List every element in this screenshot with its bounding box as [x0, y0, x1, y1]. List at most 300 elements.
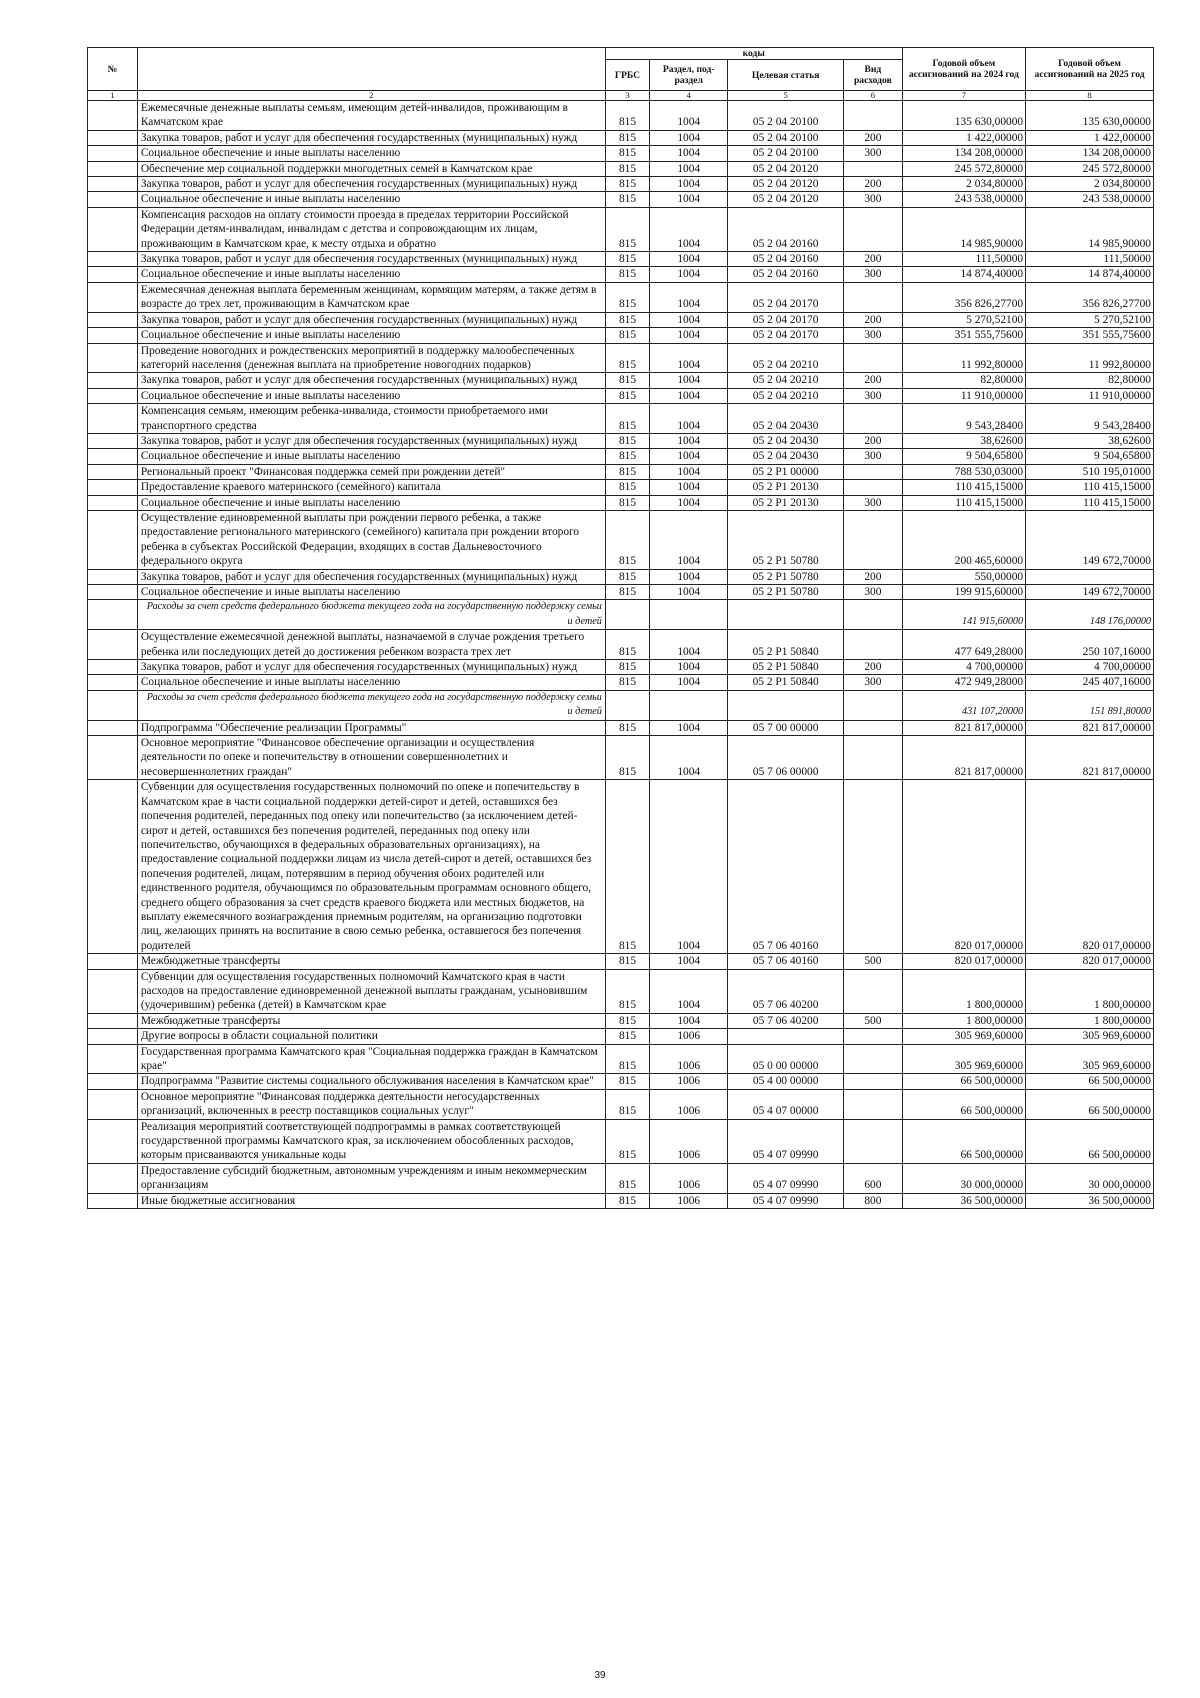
- amount-2025-cell: 820 017,00000: [1026, 954, 1154, 969]
- amount-2024-cell: 821 817,00000: [902, 736, 1025, 780]
- target-article-cell: 05 2 P1 50780: [728, 510, 844, 569]
- row-name-cell: Реализация мероприятий соответствующей подпрограммы в рамках соответствующей государственной программы Камчатского края, за исключением обособленных расходов, которым присваиваются уникальные коды: [137, 1119, 605, 1163]
- grbs-cell: 815: [605, 192, 649, 207]
- grbs-cell: 815: [605, 720, 649, 735]
- amount-2024-cell: 305 969,60000: [902, 1044, 1025, 1074]
- row-number-cell: [88, 720, 138, 735]
- row-number-cell: [88, 388, 138, 403]
- expense-type-cell: 300: [844, 328, 903, 343]
- amount-2024-cell: 36 500,00000: [902, 1193, 1025, 1208]
- table-row: [88, 207, 1154, 251]
- table-row: [88, 282, 1154, 312]
- amount-2024-cell: 141 915,60000: [902, 600, 1025, 630]
- expense-type-cell: 200: [844, 130, 903, 145]
- amount-2024-cell: 1 800,00000: [902, 1013, 1025, 1028]
- table-row: [88, 1089, 1154, 1119]
- amount-2025-cell: 305 969,60000: [1026, 1029, 1154, 1044]
- amount-2025-cell: 351 555,75600: [1026, 328, 1154, 343]
- grbs-cell: 815: [605, 449, 649, 464]
- row-number-cell: [88, 600, 138, 630]
- grbs-cell: 815: [605, 1193, 649, 1208]
- table-row: [88, 1013, 1154, 1028]
- row-number-cell: [88, 161, 138, 176]
- table-row: [88, 161, 1154, 176]
- razdel-cell: 1004: [650, 660, 728, 675]
- razdel-cell: 1006: [650, 1029, 728, 1044]
- row-name-cell: Социальное обеспечение и иные выплаты населению: [137, 146, 605, 161]
- row-name-cell: Обеспечение мер социальной поддержки многодетных семей в Камчатском крае: [137, 161, 605, 176]
- grbs-cell: 815: [605, 780, 649, 954]
- grbs-cell: 815: [605, 252, 649, 267]
- column-number: 5: [728, 91, 844, 101]
- amount-2025-cell: 14 874,40000: [1026, 267, 1154, 282]
- page-number: 39: [594, 1670, 606, 1681]
- row-name-cell: Социальное обеспечение и иные выплаты населению: [137, 495, 605, 510]
- razdel-cell: 1004: [650, 510, 728, 569]
- row-name-cell: Закупка товаров, работ и услуг для обеспечения государственных (муниципальных) нужд: [137, 660, 605, 675]
- row-number-cell: [88, 207, 138, 251]
- row-name-cell: Проведение новогодних и рождественских мероприятий в поддержку малообеспеченных категорий населения (денежная выплата на приобретение новогодних подарков): [137, 343, 605, 373]
- amount-2024-cell: 820 017,00000: [902, 780, 1025, 954]
- expense-type-cell: 300: [844, 146, 903, 161]
- razdel-cell: 1004: [650, 161, 728, 176]
- row-number-cell: [88, 1044, 138, 1074]
- row-name-cell: Расходы за счет средств федерального бюджета текущего года на государственную поддержку семьи и детей: [137, 690, 605, 720]
- amount-2024-cell: 472 949,28000: [902, 675, 1025, 690]
- row-name-cell: Ежемесячная денежная выплата беременным женщинам, кормящим матерям, а также детям в возрасте до трех лет, проживающим в Камчатском крае: [137, 282, 605, 312]
- expense-type-cell: 300: [844, 449, 903, 464]
- row-number-cell: [88, 1074, 138, 1089]
- target-article-cell: [728, 600, 844, 630]
- amount-2024-cell: 111,50000: [902, 252, 1025, 267]
- header-target-article: Целевая статья: [728, 60, 844, 91]
- table-row: [88, 252, 1154, 267]
- row-number-cell: [88, 433, 138, 448]
- table-row: [88, 130, 1154, 145]
- razdel-cell: 1004: [650, 177, 728, 192]
- header-year-2025: Годовой объем ассигнований на 2025 год: [1026, 48, 1154, 91]
- expense-type-cell: [844, 1089, 903, 1119]
- razdel-cell: 1004: [650, 404, 728, 434]
- razdel-cell: 1004: [650, 192, 728, 207]
- table-row: [88, 433, 1154, 448]
- row-name-cell: Субвенции для осуществления государственных полномочий по опеке и попечительству в Камчатском крае в части социальной поддержки детей-сирот и детей, оставшихся без попечения родителей, переданных под опеку или попечительство (за исключением детей-сирот и детей, оставшихся без попечения родителей, переданных под опеку или попечительство, обучающихся в федеральных образовательных организациях), на предоставление социальной поддержки лицам из числа детей-сирот и детей, оставшихся без попечения родителей, лицам, потерявшим в период обучения обоих родителей или единственного родителя, обучающимся по образовательным программам основного общего, среднего общего образования за счет средств краевого бюджета или местных бюджетов, на выплату ежемесячного вознаграждения приемным родителям, на организацию подготовки лиц, желающих принять на воспитание в свою семью ребенка, оставшегося без попечения родителей: [137, 780, 605, 954]
- table-row: [88, 1193, 1154, 1208]
- razdel-cell: 1006: [650, 1074, 728, 1089]
- row-name-cell: Подпрограмма "Обеспечение реализации Программы": [137, 720, 605, 735]
- grbs-cell: 815: [605, 207, 649, 251]
- razdel-cell: 1004: [650, 720, 728, 735]
- razdel-cell: 1004: [650, 969, 728, 1013]
- table-row: [88, 954, 1154, 969]
- expense-type-cell: 300: [844, 192, 903, 207]
- row-name-cell: Закупка товаров, работ и услуг для обеспечения государственных (муниципальных) нужд: [137, 569, 605, 584]
- row-name-cell: Предоставление краевого материнского (семейного) капитала: [137, 480, 605, 495]
- amount-2025-cell: 1 422,00000: [1026, 130, 1154, 145]
- grbs-cell: 815: [605, 101, 649, 131]
- table-row: [88, 569, 1154, 584]
- row-number-cell: [88, 101, 138, 131]
- table-row: [88, 690, 1154, 720]
- budget-table: [87, 47, 1154, 1209]
- expense-type-cell: [844, 1074, 903, 1089]
- column-number: 6: [844, 91, 903, 101]
- target-article-cell: 05 2 04 20430: [728, 449, 844, 464]
- amount-2025-cell: 356 826,27700: [1026, 282, 1154, 312]
- row-name-cell: Предоставление субсидий бюджетным, автономным учреждениям и иным некоммерческим организациям: [137, 1163, 605, 1193]
- grbs-cell: 815: [605, 495, 649, 510]
- header-row-top: [88, 48, 1154, 60]
- row-name-cell: Закупка товаров, работ и услуг для обеспечения государственных (муниципальных) нужд: [137, 433, 605, 448]
- expense-type-cell: [844, 690, 903, 720]
- amount-2024-cell: 2 034,80000: [902, 177, 1025, 192]
- razdel-cell: 1004: [650, 736, 728, 780]
- table-row: [88, 146, 1154, 161]
- grbs-cell: 815: [605, 267, 649, 282]
- target-article-cell: 05 2 04 20100: [728, 101, 844, 131]
- grbs-cell: [605, 600, 649, 630]
- expense-type-cell: [844, 1029, 903, 1044]
- target-article-cell: 05 2 P1 50780: [728, 585, 844, 600]
- amount-2024-cell: 14 985,90000: [902, 207, 1025, 251]
- razdel-cell: 1004: [650, 495, 728, 510]
- amount-2024-cell: 243 538,00000: [902, 192, 1025, 207]
- expense-type-cell: [844, 1044, 903, 1074]
- target-article-cell: 05 2 P1 50840: [728, 630, 844, 660]
- expense-type-cell: 600: [844, 1163, 903, 1193]
- amount-2024-cell: 821 817,00000: [902, 720, 1025, 735]
- razdel-cell: 1004: [650, 343, 728, 373]
- row-name-cell: Государственная программа Камчатского края "Социальная поддержка граждан в Камчатском крае": [137, 1044, 605, 1074]
- table-row: [88, 449, 1154, 464]
- target-article-cell: 05 2 P1 20130: [728, 480, 844, 495]
- header-codes: коды: [605, 48, 902, 60]
- table-row: [88, 1029, 1154, 1044]
- row-number-cell: [88, 404, 138, 434]
- table-row: [88, 585, 1154, 600]
- amount-2025-cell: 149 672,70000: [1026, 510, 1154, 569]
- header-year-2024: Годовой объем ассигнований на 2024 год: [902, 48, 1025, 91]
- row-name-cell: Другие вопросы в области социальной политики: [137, 1029, 605, 1044]
- target-article-cell: 05 2 04 20120: [728, 161, 844, 176]
- row-number-cell: [88, 660, 138, 675]
- amount-2024-cell: 30 000,00000: [902, 1163, 1025, 1193]
- target-article-cell: 05 2 04 20160: [728, 207, 844, 251]
- column-number: 3: [605, 91, 649, 101]
- grbs-cell: 815: [605, 388, 649, 403]
- amount-2025-cell: 134 208,00000: [1026, 146, 1154, 161]
- header-number: №: [88, 48, 138, 91]
- row-number-cell: [88, 1013, 138, 1028]
- row-name-cell: Социальное обеспечение и иные выплаты населению: [137, 449, 605, 464]
- table-row: [88, 101, 1154, 131]
- expense-type-cell: [844, 404, 903, 434]
- target-article-cell: 05 2 04 20100: [728, 146, 844, 161]
- grbs-cell: 815: [605, 343, 649, 373]
- amount-2024-cell: 11 910,00000: [902, 388, 1025, 403]
- razdel-cell: 1004: [650, 433, 728, 448]
- amount-2024-cell: 356 826,27700: [902, 282, 1025, 312]
- row-name-cell: Социальное обеспечение и иные выплаты населению: [137, 192, 605, 207]
- amount-2025-cell: 245 407,16000: [1026, 675, 1154, 690]
- amount-2025-cell: 30 000,00000: [1026, 1163, 1154, 1193]
- column-number: 4: [650, 91, 728, 101]
- amount-2024-cell: 788 530,03000: [902, 464, 1025, 479]
- target-article-cell: 05 4 07 00000: [728, 1089, 844, 1119]
- row-number-cell: [88, 449, 138, 464]
- grbs-cell: 815: [605, 585, 649, 600]
- amount-2025-cell: 820 017,00000: [1026, 780, 1154, 954]
- target-article-cell: 05 2 P1 50840: [728, 660, 844, 675]
- table-row: [88, 328, 1154, 343]
- target-article-cell: 05 7 06 40160: [728, 780, 844, 954]
- row-number-cell: [88, 480, 138, 495]
- razdel-cell: 1004: [650, 780, 728, 954]
- row-number-cell: [88, 312, 138, 327]
- target-article-cell: [728, 1029, 844, 1044]
- table-row: [88, 1044, 1154, 1074]
- row-number-cell: [88, 267, 138, 282]
- amount-2024-cell: 477 649,28000: [902, 630, 1025, 660]
- column-number: 7: [902, 91, 1025, 101]
- amount-2024-cell: 38,62600: [902, 433, 1025, 448]
- razdel-cell: 1004: [650, 675, 728, 690]
- amount-2025-cell: 11 910,00000: [1026, 388, 1154, 403]
- row-name-cell: Основное мероприятие "Финансовое обеспечение организации и осуществления деятельности по опеке и попечительству в отношении совершеннолетних и несовершеннолетних граждан": [137, 736, 605, 780]
- target-article-cell: 05 2 04 20430: [728, 433, 844, 448]
- razdel-cell: 1004: [650, 569, 728, 584]
- grbs-cell: 815: [605, 146, 649, 161]
- row-number-cell: [88, 1163, 138, 1193]
- row-name-cell: Компенсация расходов на оплату стоимости проезда в пределах территории Российской Федерации детям-инвалидам, инвалидам с детства и сопровождающим их лицам, проживающим в Камчатском крае, к месту отдыха и обратно: [137, 207, 605, 251]
- amount-2025-cell: [1026, 569, 1154, 584]
- amount-2024-cell: 66 500,00000: [902, 1089, 1025, 1119]
- row-number-cell: [88, 373, 138, 388]
- table-row: [88, 969, 1154, 1013]
- razdel-cell: 1004: [650, 130, 728, 145]
- expense-type-cell: [844, 720, 903, 735]
- target-article-cell: 05 7 06 00000: [728, 736, 844, 780]
- razdel-cell: 1004: [650, 146, 728, 161]
- amount-2025-cell: 110 415,15000: [1026, 480, 1154, 495]
- table-row: [88, 510, 1154, 569]
- amount-2025-cell: 510 195,01000: [1026, 464, 1154, 479]
- row-number-cell: [88, 690, 138, 720]
- header-name: [137, 48, 605, 91]
- row-name-cell: Ежемесячные денежные выплаты семьям, имеющим детей-инвалидов, проживающим в Камчатском крае: [137, 101, 605, 131]
- amount-2024-cell: 431 107,20000: [902, 690, 1025, 720]
- row-number-cell: [88, 1089, 138, 1119]
- expense-type-cell: [844, 343, 903, 373]
- amount-2024-cell: 1 422,00000: [902, 130, 1025, 145]
- razdel-cell: 1006: [650, 1163, 728, 1193]
- amount-2025-cell: 305 969,60000: [1026, 1044, 1154, 1074]
- table-row: [88, 267, 1154, 282]
- table-row: [88, 780, 1154, 954]
- amount-2025-cell: 5 270,52100: [1026, 312, 1154, 327]
- grbs-cell: 815: [605, 510, 649, 569]
- target-article-cell: 05 4 07 09990: [728, 1193, 844, 1208]
- amount-2024-cell: 110 415,15000: [902, 480, 1025, 495]
- table-row: [88, 480, 1154, 495]
- grbs-cell: 815: [605, 1013, 649, 1028]
- grbs-cell: 815: [605, 1029, 649, 1044]
- amount-2024-cell: 66 500,00000: [902, 1074, 1025, 1089]
- row-number-cell: [88, 343, 138, 373]
- expense-type-cell: 300: [844, 585, 903, 600]
- amount-2024-cell: 5 270,52100: [902, 312, 1025, 327]
- expense-type-cell: [844, 207, 903, 251]
- razdel-cell: 1006: [650, 1193, 728, 1208]
- column-number: 2: [137, 91, 605, 101]
- expense-type-cell: [844, 1119, 903, 1163]
- amount-2025-cell: 243 538,00000: [1026, 192, 1154, 207]
- expense-type-cell: 200: [844, 177, 903, 192]
- target-article-cell: 05 4 00 00000: [728, 1074, 844, 1089]
- amount-2025-cell: 151 891,80000: [1026, 690, 1154, 720]
- expense-type-cell: 500: [844, 954, 903, 969]
- target-article-cell: 05 2 P1 20130: [728, 495, 844, 510]
- grbs-cell: 815: [605, 177, 649, 192]
- row-number-cell: [88, 510, 138, 569]
- razdel-cell: 1004: [650, 464, 728, 479]
- target-article-cell: 05 7 06 40200: [728, 969, 844, 1013]
- row-name-cell: Социальное обеспечение и иные выплаты населению: [137, 388, 605, 403]
- amount-2025-cell: 245 572,80000: [1026, 161, 1154, 176]
- amount-2024-cell: 1 800,00000: [902, 969, 1025, 1013]
- amount-2024-cell: 820 017,00000: [902, 954, 1025, 969]
- amount-2024-cell: 245 572,80000: [902, 161, 1025, 176]
- grbs-cell: 815: [605, 736, 649, 780]
- row-name-cell: Социальное обеспечение и иные выплаты населению: [137, 328, 605, 343]
- target-article-cell: 05 2 04 20210: [728, 343, 844, 373]
- row-name-cell: Межбюджетные трансферты: [137, 1013, 605, 1028]
- amount-2024-cell: 66 500,00000: [902, 1119, 1025, 1163]
- amount-2025-cell: 14 985,90000: [1026, 207, 1154, 251]
- razdel-cell: 1004: [650, 954, 728, 969]
- target-article-cell: 05 2 04 20160: [728, 252, 844, 267]
- row-number-cell: [88, 177, 138, 192]
- target-article-cell: 05 4 07 09990: [728, 1163, 844, 1193]
- row-name-cell: Закупка товаров, работ и услуг для обеспечения государственных (муниципальных) нужд: [137, 312, 605, 327]
- table-row: [88, 660, 1154, 675]
- row-name-cell: Закупка товаров, работ и услуг для обеспечения государственных (муниципальных) нужд: [137, 373, 605, 388]
- expense-type-cell: [844, 510, 903, 569]
- grbs-cell: 815: [605, 1089, 649, 1119]
- amount-2024-cell: 82,80000: [902, 373, 1025, 388]
- razdel-cell: [650, 600, 728, 630]
- amount-2024-cell: 550,00000: [902, 569, 1025, 584]
- row-number-cell: [88, 192, 138, 207]
- amount-2025-cell: 135 630,00000: [1026, 101, 1154, 131]
- amount-2024-cell: 351 555,75600: [902, 328, 1025, 343]
- row-number-cell: [88, 736, 138, 780]
- target-article-cell: 05 2 04 20120: [728, 192, 844, 207]
- grbs-cell: 815: [605, 569, 649, 584]
- row-number-cell: [88, 569, 138, 584]
- target-article-cell: 05 2 P1 50780: [728, 569, 844, 584]
- expense-type-cell: 800: [844, 1193, 903, 1208]
- grbs-cell: 815: [605, 312, 649, 327]
- target-article-cell: [728, 690, 844, 720]
- amount-2025-cell: 82,80000: [1026, 373, 1154, 388]
- expense-type-cell: [844, 736, 903, 780]
- table-row: [88, 630, 1154, 660]
- amount-2025-cell: 66 500,00000: [1026, 1089, 1154, 1119]
- amount-2025-cell: 9 543,28400: [1026, 404, 1154, 434]
- table-row: [88, 675, 1154, 690]
- grbs-cell: 815: [605, 675, 649, 690]
- row-number-cell: [88, 464, 138, 479]
- target-article-cell: 05 4 07 09990: [728, 1119, 844, 1163]
- row-number-cell: [88, 1193, 138, 1208]
- razdel-cell: 1004: [650, 267, 728, 282]
- row-number-cell: [88, 1119, 138, 1163]
- header-razdel: Раздел, под-раздел: [650, 60, 728, 91]
- row-name-cell: Закупка товаров, работ и услуг для обеспечения государственных (муниципальных) нужд: [137, 252, 605, 267]
- amount-2025-cell: 111,50000: [1026, 252, 1154, 267]
- expense-type-cell: 200: [844, 252, 903, 267]
- header-expense-type: Вид расходов: [844, 60, 903, 91]
- razdel-cell: 1006: [650, 1044, 728, 1074]
- grbs-cell: 815: [605, 630, 649, 660]
- amount-2025-cell: 110 415,15000: [1026, 495, 1154, 510]
- row-name-cell: Расходы за счет средств федерального бюджета текущего года на государственную поддержку семьи и детей: [137, 600, 605, 630]
- table-row: [88, 1074, 1154, 1089]
- amount-2024-cell: 135 630,00000: [902, 101, 1025, 131]
- razdel-cell: 1004: [650, 1013, 728, 1028]
- grbs-cell: 815: [605, 480, 649, 495]
- expense-type-cell: [844, 630, 903, 660]
- razdel-cell: 1004: [650, 101, 728, 131]
- row-name-cell: Межбюджетные трансферты: [137, 954, 605, 969]
- expense-type-cell: [844, 101, 903, 131]
- target-article-cell: 05 7 00 00000: [728, 720, 844, 735]
- column-number: 1: [88, 91, 138, 101]
- target-article-cell: 05 7 06 40200: [728, 1013, 844, 1028]
- razdel-cell: 1004: [650, 207, 728, 251]
- row-name-cell: Осуществление единовременной выплаты при рождении первого ребенка, а также предоставление регионального материнского (семейного) капитала при рождении второго ребенка в субъектах Российской Федерации, входящих в состав Дальневосточного федерального округа: [137, 510, 605, 569]
- amount-2024-cell: 200 465,60000: [902, 510, 1025, 569]
- row-number-cell: [88, 282, 138, 312]
- razdel-cell: 1004: [650, 282, 728, 312]
- row-number-cell: [88, 585, 138, 600]
- row-number-cell: [88, 630, 138, 660]
- expense-type-cell: 200: [844, 373, 903, 388]
- target-article-cell: 05 2 04 20170: [728, 282, 844, 312]
- razdel-cell: 1004: [650, 449, 728, 464]
- row-number-cell: [88, 328, 138, 343]
- table-row: [88, 495, 1154, 510]
- expense-type-cell: [844, 464, 903, 479]
- grbs-cell: 815: [605, 130, 649, 145]
- amount-2025-cell: 2 034,80000: [1026, 177, 1154, 192]
- target-article-cell: 05 2 04 20430: [728, 404, 844, 434]
- amount-2024-cell: 134 208,00000: [902, 146, 1025, 161]
- table-row: [88, 720, 1154, 735]
- razdel-cell: 1004: [650, 328, 728, 343]
- row-name-cell: Иные бюджетные ассигнования: [137, 1193, 605, 1208]
- grbs-cell: [605, 690, 649, 720]
- grbs-cell: 815: [605, 954, 649, 969]
- table-row: [88, 177, 1154, 192]
- grbs-cell: 815: [605, 433, 649, 448]
- table-row: [88, 1163, 1154, 1193]
- expense-type-cell: 200: [844, 312, 903, 327]
- amount-2025-cell: 36 500,00000: [1026, 1193, 1154, 1208]
- row-name-cell: Осуществление ежемесячной денежной выплаты, назначаемой в случае рождения третьего ребенка или последующих детей до достижения ребенком возраста трех лет: [137, 630, 605, 660]
- razdel-cell: 1004: [650, 373, 728, 388]
